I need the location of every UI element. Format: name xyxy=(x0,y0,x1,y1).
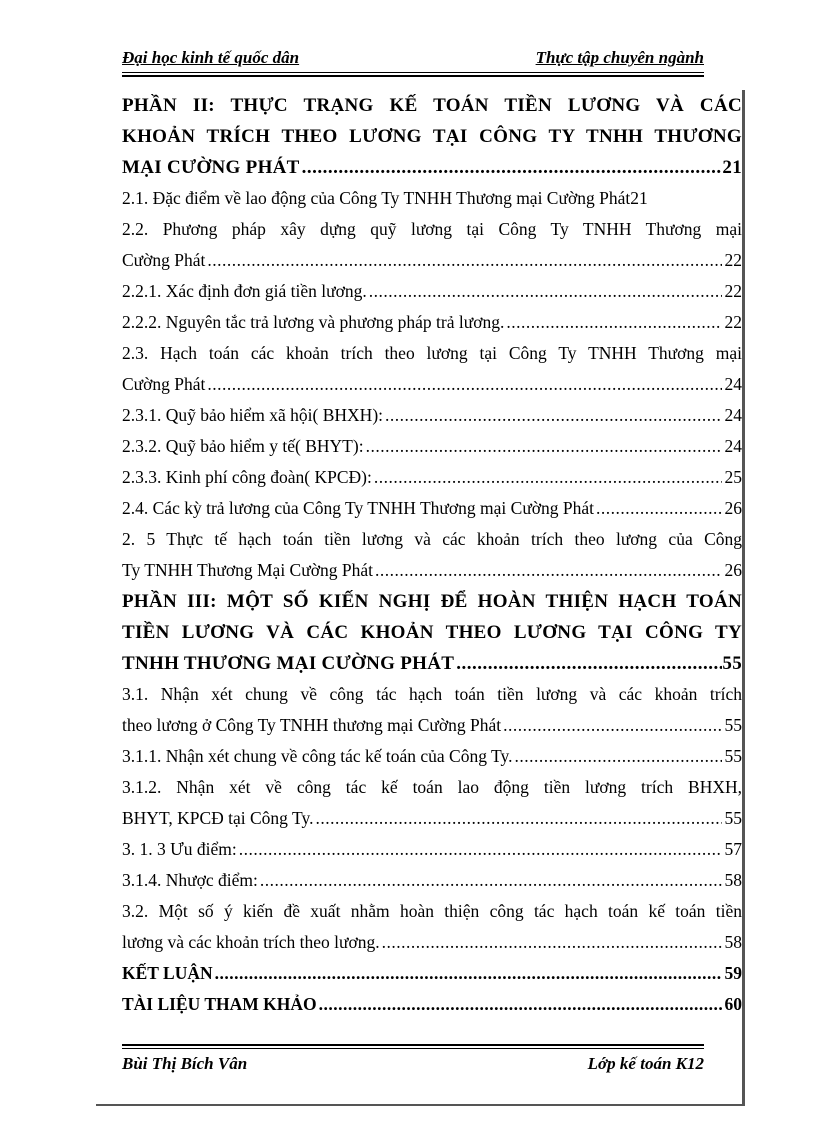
toc-leader-dots xyxy=(313,803,722,834)
toc-entry[interactable] xyxy=(122,772,742,834)
toc-entry[interactable] xyxy=(122,989,742,1020)
toc-entry-title: KẾT LUẬN xyxy=(122,963,213,983)
toc-entry-text: 3.1.2. Nhận xét về công tác kế toán lao động tiền lương trích BHXH, xyxy=(122,777,742,797)
toc-entry-title: TÀI LIỆU THAM KHẢO xyxy=(122,994,317,1014)
toc-entry-text: KHOẢN TRÍCH THEO LƯƠNG TẠI CÔNG TY TNHH THƯƠNG xyxy=(122,126,742,147)
toc-entry[interactable] xyxy=(122,865,742,896)
toc-page-number: 55 xyxy=(724,746,742,766)
page-shadow-right xyxy=(742,90,745,1106)
toc-entry[interactable] xyxy=(122,493,742,524)
toc-page-number: 21 xyxy=(630,188,648,208)
toc-entry[interactable] xyxy=(122,586,742,679)
toc-entry[interactable] xyxy=(122,307,742,338)
toc-leader-dots xyxy=(213,958,722,989)
toc-page-number: 55 xyxy=(724,808,742,828)
toc-entry-title: 3.1.4. Nhược điểm: xyxy=(122,870,258,890)
toc-entry[interactable] xyxy=(122,679,742,741)
footer-rule-thick xyxy=(122,1044,704,1046)
toc-page-number: 25 xyxy=(724,467,742,487)
toc-entry-title: Cường Phát xyxy=(122,250,206,270)
toc-entry[interactable] xyxy=(122,958,742,989)
toc-leader-dots xyxy=(300,152,722,183)
toc-leader-dots xyxy=(501,710,722,741)
toc-leader-dots xyxy=(372,462,722,493)
toc-entry-title: 2.2.1. Xác định đơn giá tiền lương. xyxy=(122,281,367,301)
toc-leader-dots xyxy=(373,555,722,586)
toc-entry-title: 2.3.3. Kinh phí công đoàn( KPCĐ): xyxy=(122,467,372,487)
toc-entry-text: PHẦN III: MỘT SỐ KIẾN NGHỊ ĐỂ HOÀN THIỆN HẠCH TOÁN xyxy=(122,591,742,612)
toc-page-number: 24 xyxy=(724,436,742,456)
toc-leader-dots xyxy=(594,493,722,524)
toc-page-number: 26 xyxy=(724,498,742,518)
toc-leader-dots xyxy=(364,431,722,462)
toc-entry-title: MẠI CƯỜNG PHÁT xyxy=(122,157,300,178)
toc-entry[interactable] xyxy=(122,431,742,462)
toc-leader-dots xyxy=(454,648,722,679)
toc-page-number: 24 xyxy=(724,374,742,394)
toc-entry[interactable] xyxy=(122,834,742,865)
toc-entry-text: PHẦN II: THỰC TRẠNG KẾ TOÁN TIỀN LƯƠNG VÀ CÁC xyxy=(122,95,742,116)
toc-entry-text: 3.1. Nhận xét chung về công tác hạch toán tiền lương và các khoản trích xyxy=(122,684,742,704)
toc-entry-title: 2.2.2. Nguyên tắc trả lương và phương pháp trả lương. xyxy=(122,312,505,332)
toc-entry-title: 2.3.2. Quỹ bảo hiểm y tế( BHYT): xyxy=(122,436,364,456)
toc-entry[interactable] xyxy=(122,214,742,276)
page-footer xyxy=(122,1054,704,1080)
toc-entry[interactable] xyxy=(122,400,742,431)
toc-entry-text: 3.2. Một số ý kiến đề xuất nhằm hoàn thiện công tác hạch toán kế toán tiền xyxy=(122,901,742,921)
toc-page-number: 58 xyxy=(724,870,742,890)
toc-page-number: 24 xyxy=(724,405,742,425)
toc-leader-dots xyxy=(258,865,722,896)
toc-page-number: 55 xyxy=(724,715,742,735)
header-course: Thực tập chuyên ngành xyxy=(535,48,704,67)
toc-entry[interactable] xyxy=(122,896,742,958)
page-header xyxy=(122,48,704,74)
toc-page-number: 57 xyxy=(724,839,742,859)
toc-page-number: 22 xyxy=(724,312,742,332)
toc-entry-title: 3.1.1. Nhận xét chung về công tác kế toán của Công Ty. xyxy=(122,746,513,766)
toc-page-number: 22 xyxy=(724,281,742,301)
toc-leader-dots xyxy=(504,307,722,338)
toc-entry-text: 2.2. Phương pháp xây dựng quỹ lương tại Công Ty TNHH Thương mại xyxy=(122,219,742,239)
toc-leader-dots xyxy=(317,989,722,1020)
toc-entry-title: 2.3.1. Quỹ bảo hiểm xã hội( BHXH): xyxy=(122,405,384,425)
toc-entry[interactable] xyxy=(122,338,742,400)
page-shadow-bottom xyxy=(96,1104,745,1106)
toc-leader-dots xyxy=(237,834,722,865)
header-university: Đại học kinh tế quốc dân xyxy=(122,48,300,67)
toc-page-number: 59 xyxy=(724,963,742,983)
toc-page-number: 26 xyxy=(724,560,742,580)
header-rule xyxy=(122,72,704,73)
toc-entry[interactable] xyxy=(122,524,742,586)
toc-entry-text: 2.3. Hạch toán các khoản trích theo lương tại Công Ty TNHH Thương mại xyxy=(122,343,742,363)
toc-entry[interactable] xyxy=(122,462,742,493)
footer-rule xyxy=(122,1048,704,1049)
toc-entry-text: 2. 5 Thực tế hạch toán tiền lương và các khoản trích theo lương của Công xyxy=(122,529,742,549)
toc-entry[interactable] xyxy=(122,741,742,772)
toc-entry[interactable] xyxy=(122,183,742,214)
table-of-contents xyxy=(122,90,742,1020)
footer-class: Lớp kế toán K12 xyxy=(587,1054,704,1073)
toc-entry-text: TIỀN LƯƠNG VÀ CÁC KHOẢN THEO LƯƠNG TẠI CÔNG TY xyxy=(122,622,742,643)
header-rule-thick xyxy=(122,75,704,77)
toc-entry-title: Cường Phát xyxy=(122,374,206,394)
toc-entry-title: theo lương ở Công Ty TNHH thương mại Cường Phát xyxy=(122,715,502,735)
toc-entry-title: 3. 1. 3 Ưu điểm: xyxy=(122,839,237,859)
toc-entry[interactable] xyxy=(122,90,742,183)
toc-entry-title: TNHH THƯƠNG MẠI CƯỜNG PHÁT xyxy=(122,653,455,674)
toc-entry-title: lương và các khoản trích theo lương. xyxy=(122,932,380,952)
toc-leader-dots xyxy=(205,245,722,276)
toc-entry[interactable] xyxy=(122,276,742,307)
toc-leader-dots xyxy=(512,741,722,772)
toc-leader-dots xyxy=(380,927,722,958)
footer-author: Bùi Thị Bích Vân xyxy=(122,1054,248,1073)
toc-leader-dots xyxy=(205,369,722,400)
toc-page-number: 58 xyxy=(724,932,742,952)
toc-page-number: 22 xyxy=(724,250,742,270)
toc-page-number: 21 xyxy=(722,157,742,178)
toc-page-number: 55 xyxy=(722,653,742,674)
toc-entry-title: 2.1. Đặc điểm về lao động của Công Ty TNHH Thương mại Cường Phát xyxy=(122,188,631,208)
toc-page-number: 60 xyxy=(724,994,742,1014)
toc-leader-dots xyxy=(383,400,722,431)
toc-entry-title: BHYT, KPCĐ tại Công Ty. xyxy=(122,808,314,828)
toc-leader-dots xyxy=(367,276,722,307)
toc-entry-title: 2.4. Các kỳ trả lương của Công Ty TNHH Thương mại Cường Phát xyxy=(122,498,595,518)
toc-entry-title: Ty TNHH Thương Mại Cường Phát xyxy=(122,560,373,580)
